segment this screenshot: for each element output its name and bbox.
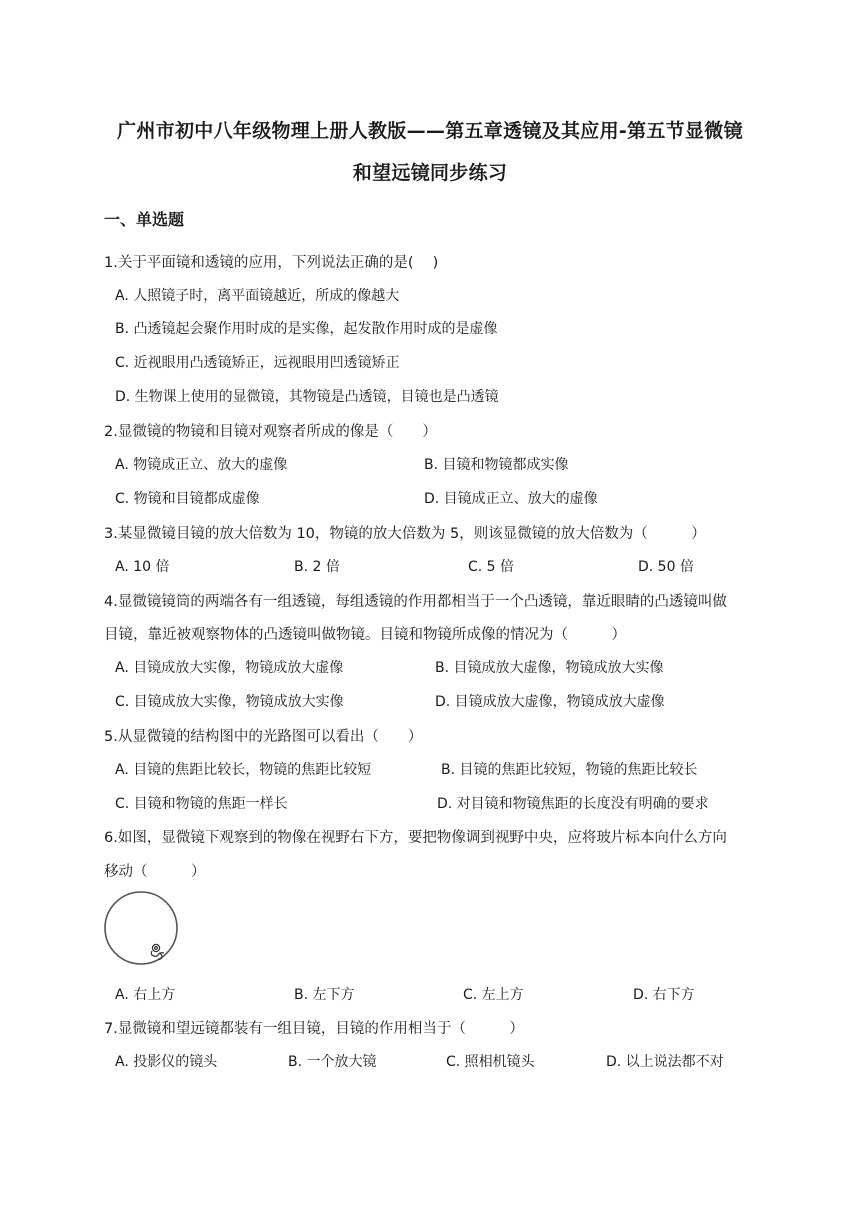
question-3-option-a: A. 10 倍	[115, 559, 170, 575]
question-1-option-c: C. 近视眼用凸透镜矫正，远视眼用凹透镜矫正	[115, 355, 400, 371]
document-title-line1: 广州市初中八年级物理上册人教版——第五章透镜及其应用-第五节显微镜	[117, 120, 743, 142]
question-6-option-c: C. 左上方	[463, 987, 524, 1003]
question-4-stem-line1: 4.显微镜镜筒的两端各有一组透镜，每组透镜的作用都相当于一个凸透镜，靠近眼睛的凸透镜叫做	[104, 594, 727, 610]
question-2-stem: 2.显微镜的物镜和目镜对观察者所成的像是（ ）	[104, 424, 437, 440]
question-1-option-d: D. 生物课上使用的显微镜，其物镜是凸透镜，目镜也是凸透镜	[115, 389, 499, 405]
question-4-stem-line2: 目镜，靠近被观察物体的凸透镜叫做物镜。目镜和物镜所成像的情况为（ ）	[104, 627, 626, 643]
question-4-option-a: A. 目镜成放大实像，物镜成放大虚像	[115, 660, 344, 676]
question-6-option-d: D. 右下方	[633, 987, 695, 1003]
question-7-option-b: B. 一个放大镜	[288, 1054, 377, 1070]
question-1-stem: 1.关于平面镜和透镜的应用，下列说法正确的是( )	[104, 255, 439, 271]
question-7-option-c: C. 照相机镜头	[446, 1054, 535, 1070]
question-3-option-b: B. 2 倍	[294, 559, 340, 575]
question-4-option-b: B. 目镜成放大虚像，物镜成放大实像	[435, 660, 664, 676]
question-5-option-c: C. 目镜和物镜的焦距一样长	[115, 796, 288, 812]
question-2-option-c: C. 物镜和目镜都成虚像	[115, 491, 260, 507]
question-2-option-d: D. 目镜成正立、放大的虚像	[424, 491, 598, 507]
question-6-option-a: A. 右上方	[115, 987, 176, 1003]
question-5-option-d: D. 对目镜和物镜焦距的长度没有明确的要求	[437, 796, 709, 812]
question-1-option-a: A. 人照镜子时，离平面镜越近，所成的像越大	[115, 288, 400, 304]
question-7-option-a: A. 投影仪的镜头	[115, 1054, 218, 1070]
question-4-option-d: D. 目镜成放大虚像，物镜成放大虚像	[435, 694, 665, 710]
question-1-option-b: B. 凸透镜起会聚作用时成的是实像，起发散作用时成的是虚像	[115, 321, 498, 337]
question-5-option-a: A. 目镜的焦距比较长，物镜的焦距比较短	[115, 762, 372, 778]
question-6-stem-line2: 移动（ ）	[104, 864, 206, 880]
question-2-option-a: A. 物镜成正立、放大的虚像	[115, 457, 288, 473]
question-5-option-b: B. 目镜的焦距比较短，物镜的焦距比较长	[441, 762, 698, 778]
question-7-stem: 7.显微镜和望远镜都装有一组目镜，目镜的作用相当于（ ）	[104, 1021, 524, 1037]
question-3-stem: 3.某显微镜目镜的放大倍数为 10，物镜的放大倍数为 5，则该显微镜的放大倍数为（ ）	[104, 526, 706, 542]
question-2-option-b: B. 目镜和物镜都成实像	[424, 457, 569, 473]
question-6-option-b: B. 左下方	[294, 987, 355, 1003]
microscope-field-of-view-diagram	[102, 890, 182, 970]
question-3-option-c: C. 5 倍	[468, 559, 515, 575]
question-5-stem: 5.从显微镜的结构图中的光路图可以看出（ ）	[104, 729, 423, 745]
question-4-option-c: C. 目镜成放大实像，物镜成放大实像	[115, 694, 344, 710]
document-title-line2: 和望远镜同步练习	[352, 162, 508, 184]
question-3-option-d: D. 50 倍	[638, 559, 694, 575]
question-6-stem-line1: 6.如图，显微镜下观察到的物像在视野右下方，要把物像调到视野中央，应将玻片标本向什么方向	[104, 830, 727, 846]
field-of-view-circle	[105, 892, 177, 964]
section-heading: 一、单选题	[104, 210, 185, 229]
question-7-option-d: D. 以上说法都不对	[606, 1054, 724, 1070]
